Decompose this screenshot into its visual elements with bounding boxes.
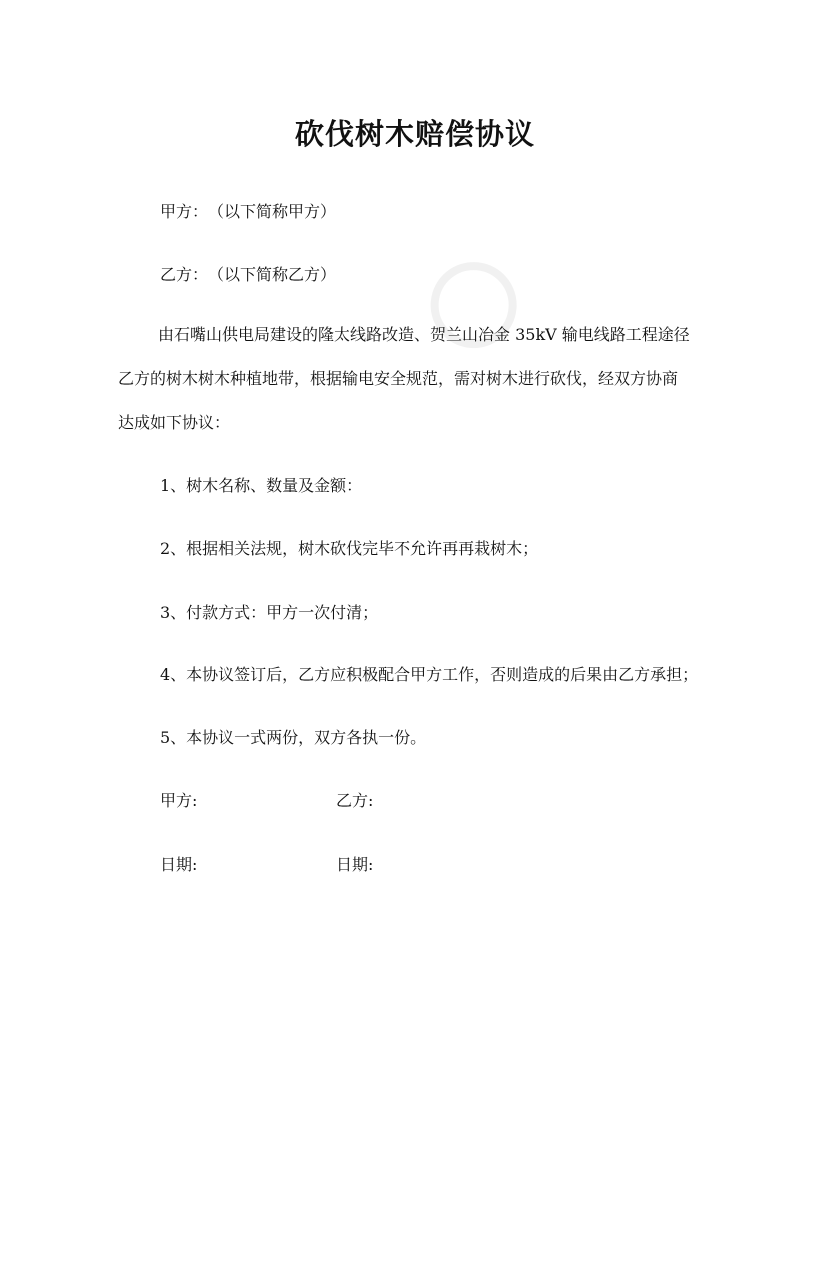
intro-paragraph	[118, 322, 718, 442]
clause-4: 4、本协议签订后，乙方应积极配合甲方工作，否则造成的后果由乙方承担；	[160, 665, 699, 684]
intro-line-3: 达成如下协议：	[118, 413, 231, 432]
date-party-b-label: 日期:	[336, 855, 374, 874]
signature-party-b-label: 乙方:	[336, 791, 374, 810]
intro-line-1: 由石嘴山供电局建设的隆太线路改造、贺兰山冶金 35kV 输电线路工程途径	[158, 325, 690, 344]
document-title: 砍伐树木赔偿协议	[294, 117, 535, 151]
clause-3: 3、付款方式：甲方一次付清；	[160, 603, 379, 622]
clause-1: 1、树木名称、数量及金额：	[160, 476, 363, 495]
party-b-line: 乙方： （以下简称乙方）	[160, 265, 337, 284]
party-a-line: 甲方： （以下简称甲方）	[160, 202, 337, 221]
signature-party-a-label: 甲方:	[160, 791, 198, 810]
clause-2: 2、根据相关法规，树木砍伐完毕不允许再再栽树木；	[160, 539, 539, 558]
watermark-bottom	[347, 1038, 593, 1271]
intro-line-2: 乙方的树木树木种植地带，根据输电安全规范，需对树木进行砍伐，经双方协商	[118, 369, 679, 388]
date-party-a-label: 日期:	[160, 855, 198, 874]
clause-5: 5、本协议一式两份，双方各执一份。	[160, 728, 427, 747]
